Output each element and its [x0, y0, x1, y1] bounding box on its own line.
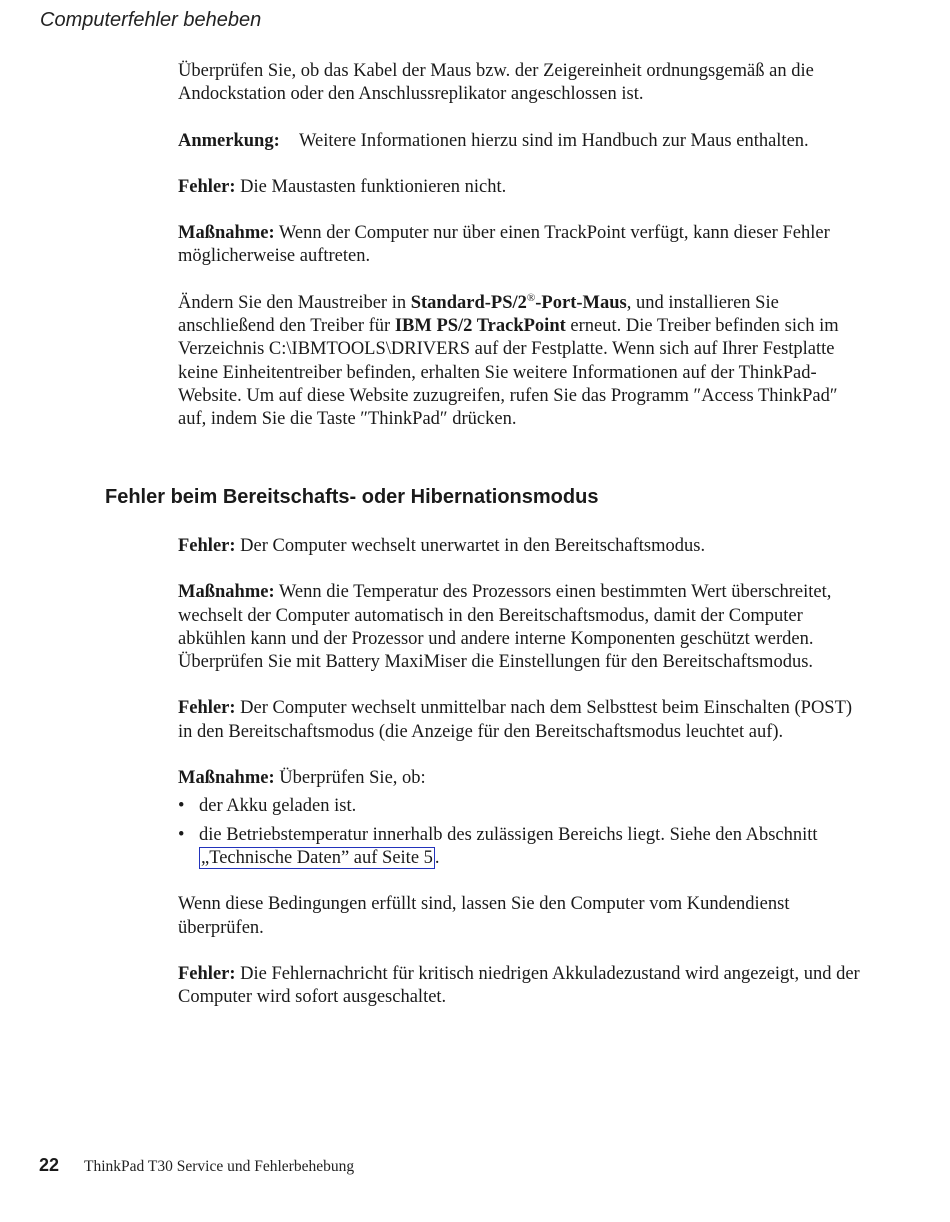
- post-action-paragraph: [178, 767, 866, 790]
- driver-text-1: Ändern Sie den Maustreiber in: [178, 292, 411, 313]
- list-item: [178, 795, 866, 818]
- action-paragraph: [178, 222, 866, 269]
- action-text: Wenn der Computer nur über einen TrackPoint verfügt, kann dieser Fehler möglicherweise auftreten.: [178, 223, 830, 267]
- battery-error-paragraph: [178, 963, 866, 1010]
- action-label: Maßnahme:: [178, 768, 275, 789]
- page-footer: [39, 1155, 354, 1176]
- action-text: Überprüfen Sie, ob:: [279, 768, 426, 789]
- cable-check-paragraph: Überprüfen Sie, ob das Kabel der Maus bzw. der Zeigereinheit ordnungsgemäß an die Andockstation oder den Anschlussreplikator angeschlossen ist.: [178, 61, 814, 105]
- error-label: Fehler:: [178, 536, 236, 556]
- registered-mark: ®: [526, 291, 536, 304]
- standby-action-paragraph: [178, 581, 866, 674]
- error-label: Fehler:: [178, 963, 236, 984]
- list-item-text: die Betriebstemperatur innerhalb des zulässigen Bereichs liegt. Siehe den Abschnitt: [199, 824, 818, 845]
- driver-text-2: , und installieren Sie anschließend den Treiber für: [178, 292, 779, 337]
- service-paragraph: Wenn diese Bedingungen erfüllt sind, lassen Sie den Computer vom Kundendienst überprüfen.: [178, 894, 790, 938]
- error-label: Fehler:: [178, 176, 236, 197]
- page-number: 22: [39, 1155, 60, 1175]
- action-text: Wenn die Temperatur des Prozessors einen bestimmten Wert überschreitet, wechselt der Computer automatisch in den Bereitschaftsmodus, damit der Computer abkühlen kann und der Prozessor und andere interne Komponenten geschützt werden. Überprüfen Sie mit Battery MaxiMiser die Einstellungen für den Bereitschaftsmodus.: [178, 582, 832, 673]
- driver-bold-1: Standard-PS/2: [410, 292, 527, 313]
- note-label: Anmerkung:: [178, 130, 280, 151]
- condition-list: [178, 795, 866, 870]
- error-text: Der Computer wechselt unerwartet in den Bereitschaftsmodus.: [240, 536, 706, 556]
- error-paragraph: [178, 176, 866, 199]
- error-text: Die Maustasten funktionieren nicht.: [240, 176, 507, 197]
- error-text: Die Fehlernachricht für kritisch niedrigen Akkuladezustand wird angezeigt, und der Computer wird sofort ausgeschaltet.: [178, 963, 860, 1008]
- error-label: Fehler:: [178, 698, 236, 719]
- bullet-icon: •: [178, 824, 185, 845]
- list-item: [178, 824, 866, 871]
- action-label: Maßnahme:: [178, 582, 275, 603]
- bullet-icon: •: [178, 796, 185, 817]
- driver-paragraph: [178, 292, 866, 432]
- running-head: Computerfehler beheben: [40, 9, 262, 31]
- note-text: Weitere Informationen hierzu sind im Handbuch zur Maus enthalten.: [299, 130, 809, 151]
- list-item-period: .: [434, 847, 440, 868]
- section-heading: Fehler beim Bereitschafts- oder Hibernationsmodus: [105, 486, 599, 508]
- driver-bold-2: -Port-Maus: [535, 292, 627, 313]
- post-error-paragraph: [178, 697, 866, 744]
- driver-text-3: erneut. Die Treiber befinden sich im Verzeichnis C:\IBMTOOLS\DRIVERS auf der Festplatte. Wenn sich auf Ihrer Festplatte keine Einheitentreiber befinden, erhalten Sie weitere Informationen auf der ThinkPad-Website. Um auf diese Website zuzugreifen, rufen Sie das Programm ″Access ThinkPad″ auf, indem Sie die Taste ″ThinkPad″ drücken.: [178, 316, 839, 430]
- technical-data-link[interactable]: „Technische Daten” auf Seite 5: [201, 847, 433, 868]
- error-text: Der Computer wechselt unmittelbar nach dem Selbsttest beim Einschalten (POST) in den Bereitschaftsmodus (die Anzeige für den Bereitschaftsmodus leuchtet auf).: [178, 698, 853, 742]
- list-item-text: der Akku geladen ist.: [199, 796, 357, 817]
- book-title: ThinkPad T30 Service und Fehlerbehebung: [84, 1158, 355, 1175]
- content-lower: [178, 535, 866, 1009]
- standby-error-paragraph: [178, 535, 866, 558]
- note-block: [178, 130, 866, 153]
- content-upper: [178, 60, 866, 432]
- action-label: Maßnahme:: [178, 223, 275, 244]
- driver-bold-3: IBM PS/2 TrackPoint: [394, 316, 566, 337]
